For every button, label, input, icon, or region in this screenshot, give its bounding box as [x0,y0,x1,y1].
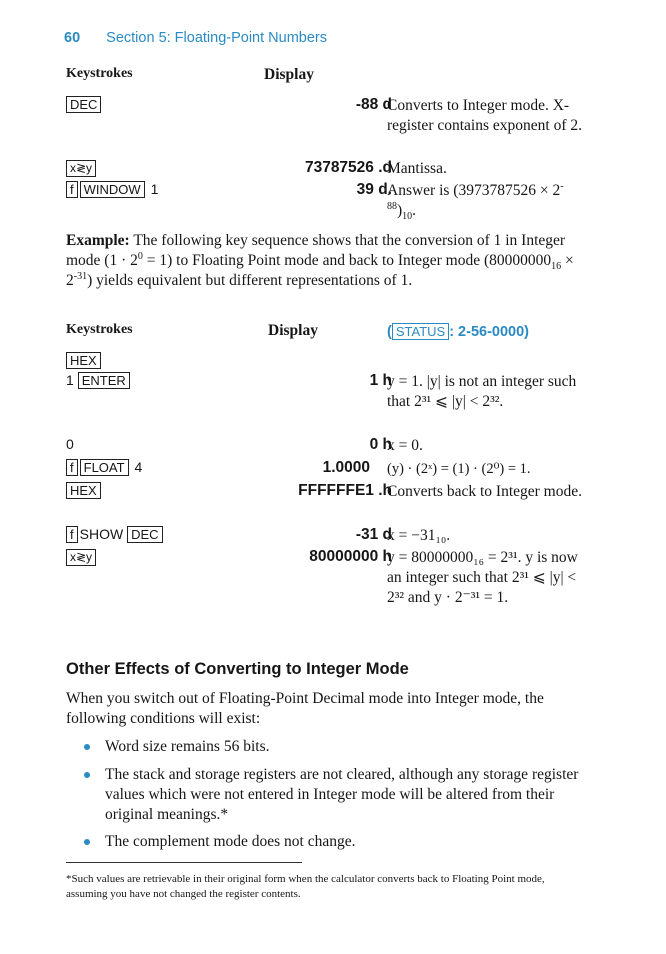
dec-key: DEC [127,526,162,543]
bullet-icon [84,839,90,845]
table-row [66,352,606,372]
col-display: Display [268,322,318,339]
note-text: Converts to Integer mode. X-register contains exponent of 2. [387,97,582,134]
f-key: f [66,181,78,198]
note-text: x = 0. [387,437,423,454]
list-item: The complement mode does not change. [84,832,584,852]
section-intro: When you switch out of Floating-Point Decimal mode into Integer mode, the following conditions will exist: [66,690,544,727]
note-text: y = 1. |y| is not an integer such that 2³¹ ⩽ |y| < 2³². [387,373,577,410]
table-row [66,436,606,459]
key-digit: 0 [66,436,74,452]
note-text: Converts back to Integer mode. [387,483,582,500]
note-text: x = −31₁₀. [387,527,451,544]
hex-key: HEX [66,482,101,499]
note-text: (y) · (2ˣ) = (1) · (2⁰) = 1. [387,461,531,477]
f-key: f [66,459,78,476]
dec-key: DEC [66,96,101,113]
hex-key: HEX [66,352,101,369]
status-readout: ( STATUS : 2-56-0000) [387,324,529,340]
table-row [66,181,606,227]
table-header-row [66,66,606,96]
example-label: Example: [66,232,130,249]
note-text: y = 80000000₁₆ = 2³¹. y is now an integer such that 2³¹ ⩽ |y| < 2³² and y · 2⁻³¹ = 1. [387,549,578,606]
col-display: Display [264,66,314,83]
note-text: Answer is $(3973787526 \times 2^{-88})_{10}$. [387,180,564,223]
key-digit: 1 [150,181,159,197]
bullet-icon [84,744,90,750]
display-value: 39 d. [356,181,392,198]
display-value: 80000000 h [309,548,392,565]
x-swap-y-key: x≷y [66,160,96,177]
display-value: 0 h [369,436,392,453]
keystroke-table-1 [66,66,606,227]
section-title: Section 5: Floating-Point Numbers [106,30,327,46]
table-row [66,96,606,159]
table-row [66,482,606,526]
table-header-row [66,322,606,352]
window-key: WINDOW [80,181,145,198]
page-number: 60 [64,30,81,46]
float-key: FLOAT [80,459,129,476]
status-key: STATUS [392,323,449,340]
col-keystrokes: Keystrokes [66,322,133,337]
footnote: *Such values are retrievable in their original form when the calculator converts back to Floating Point mode, assuming you have not changed the register contents. [66,873,545,900]
x-swap-y-key: x≷y [66,549,96,566]
f-key: f [66,526,78,543]
table-row [66,548,606,628]
bullet-icon [84,772,90,778]
display-value: 73787526 .d [304,159,392,176]
display-value: 1 h [369,372,392,389]
note-text: Mantissa. [387,160,447,177]
display-value: -31 d [355,526,392,543]
table-row [66,159,606,181]
example-paragraph: Example: The following key sequence shows that the conversion of 1 in Integer mode $(1 \cdot 2^0 = 1)$ to Floating Point mode and back to Integer mode $(80000000_{16} \times 2^{-31})$ yields equivalent but different representations of 1. [66,232,574,289]
footnote-divider [66,862,302,863]
list-item: Word size remains 56 bits. [84,737,584,757]
table-row: f FLOAT 4 1.0000 (y) · (2ˣ) = (1) · (2⁰) = 1. [66,459,606,482]
display-value: -88 d [355,96,392,113]
list-item: The stack and storage registers are not cleared, although any storage register values which were not entered in Integer mode will be altered from their original meanings.* [84,765,584,825]
table-row: 1 ENTER 1 h y = 1. |y| is not an integer such that 2³¹ ⩽ |y| < 2³². [66,372,606,436]
col-keystrokes: Keystrokes [66,66,133,81]
display-value: FFFFFFE1 .h [298,482,392,499]
page-header [64,30,327,46]
keystroke-table-2 [66,322,606,628]
enter-key: ENTER [78,372,130,389]
section-heading: Other Effects of Converting to Integer Mode [66,660,409,678]
table-row: f SHOW DEC -31 d x = −31₁₀. [66,526,606,548]
display-value: 1.0000 [322,459,370,476]
